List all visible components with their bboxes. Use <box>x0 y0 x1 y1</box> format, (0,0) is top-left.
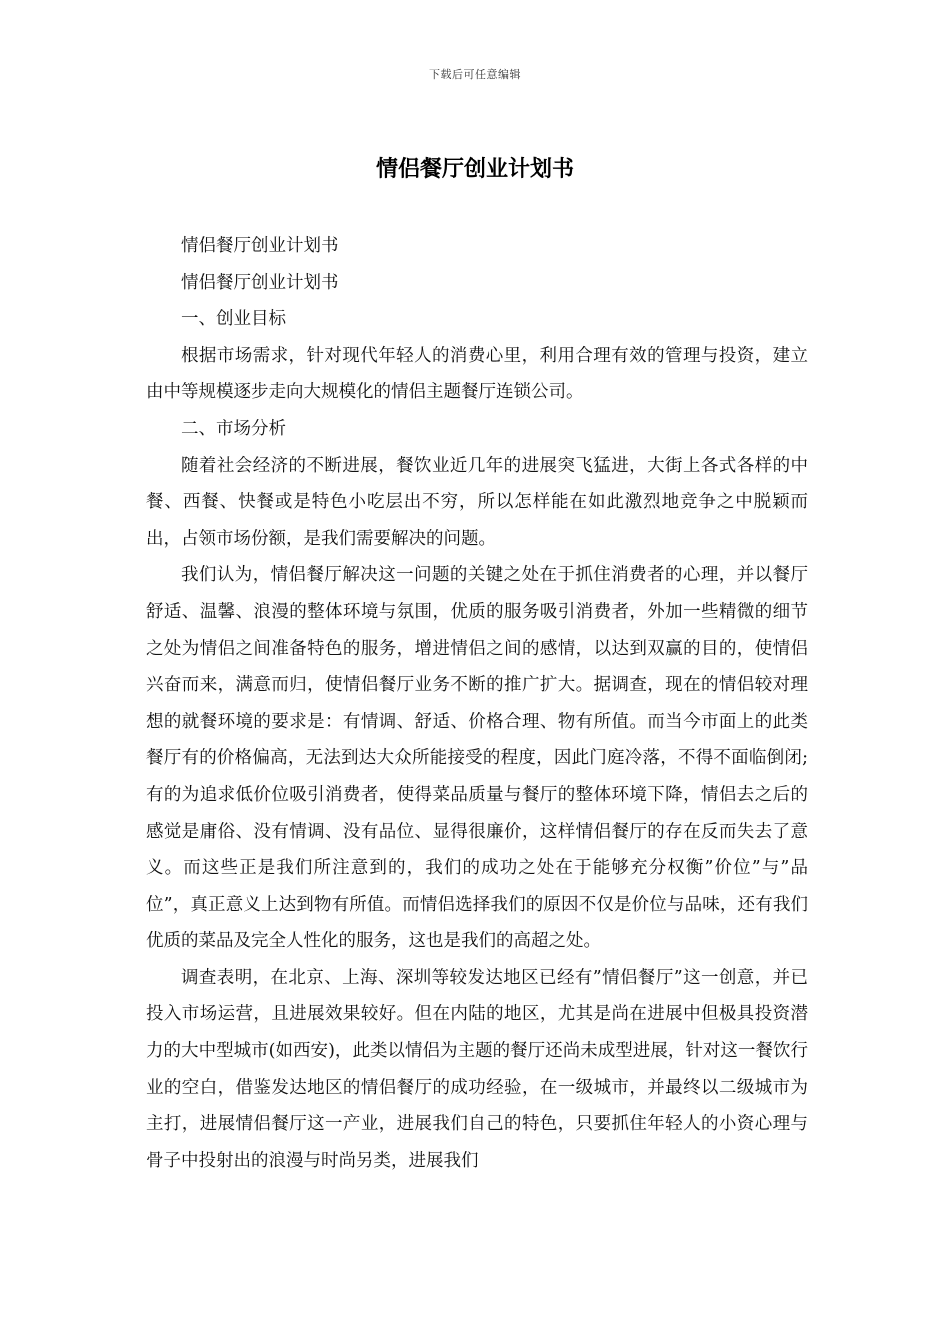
section-heading-goal: 一、创业目标 <box>181 309 286 330</box>
header-note: 下载后可任意编辑 <box>429 68 521 81</box>
section-heading-market: 二、市场分析 <box>181 418 286 439</box>
document-title: 情侣餐厅创业计划书 <box>375 156 574 182</box>
paragraph-goal: 根据市场需求，针对现代年轻人的消费心里，利用合理有效的管理与投资，建立由中等规模逐步走向大规模化的情侣主题餐厅连锁公司。 <box>146 345 808 403</box>
paragraph-subtitle-2: 情侣餐厅创业计划书 <box>181 272 339 293</box>
paragraph-market-3: 调查表明，在北京、上海、深圳等较发达地区已经有”情侣餐厅”这一创意，并已投入市场运营，且进展效果较好。但在内陆的地区，尤其是尚在进展中但极具投资潜力的大中型城市(如西安)，此类以情侣为主题的餐厅还尚未成型进展，针对这一餐饮行业的空白，借鉴发达地区的情侣餐厅的成功经验，在一级城市，并最终以二级城市为主打，进展情侣餐厅这一产业，进展我们自己的特色，只要抓住年轻人的小资心理与骨子中投射出的浪漫与时尚另类，进展我们 <box>146 967 808 1171</box>
paragraph-market-2: 我们认为，情侣餐厅解决这一问题的关键之处在于抓住消费者的心理，并以餐厅舒适、温馨、浪漫的整体环境与氛围，优质的服务吸引消费者，外加一些精微的细节之处为情侣之间准备特色的服务，增进情侣之间的感情，以达到双赢的目的，使情侣兴奋而来，满意而归，使情侣餐厅业务不断的推广扩大。据调查，现在的情侣较对理想的就餐环境的要求是：有情调、舒适、价格合理、物有所值。而当今市面上的此类餐厅有的价格偏高，无法到达大众所能接受的程度，因此门庭冷落，不得不面临倒闭;有的为追求低价位吸引消费者，使得菜品质量与餐厅的整体环境下降，情侣去之后的感觉是庸俗、没有情调、没有品位、显得很廉价，这样情侣餐厅的存在反而失去了意义。而这些正是我们所注意到的，我们的成功之处在于能够充分权衡”价位”与”品位”，真正意义上达到物有所值。而情侣选择我们的原因不仅是价位与品味，还有我们优质的菜品及完全人性化的服务，这也是我们的高超之处。 <box>146 565 808 952</box>
paragraph-market-1: 随着社会经济的不断进展，餐饮业近几年的进展突飞猛进，大街上各式各样的中餐、西餐、快餐或是特色小吃层出不穷，所以怎样能在如此激烈地竞争之中脱颖而出，占领市场份额，是我们需要解决的问题。 <box>146 455 808 549</box>
paragraph-subtitle-1: 情侣餐厅创业计划书 <box>181 236 339 256</box>
document-body <box>146 228 808 1179</box>
